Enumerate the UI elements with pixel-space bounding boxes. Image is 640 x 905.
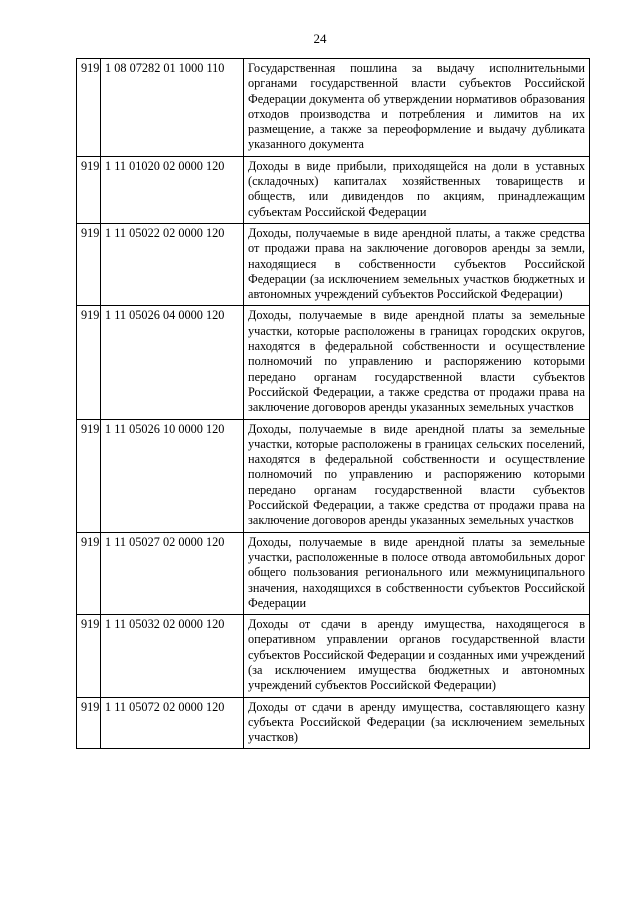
admin-code-cell: 919 [77, 697, 101, 749]
revenue-codes-table [76, 58, 590, 749]
budget-code-cell: 1 11 05032 02 0000 120 [101, 615, 244, 697]
budget-code-cell: 1 11 05027 02 0000 120 [101, 532, 244, 614]
table-row [77, 419, 590, 532]
admin-code-cell: 919 [77, 419, 101, 532]
budget-code-cell: 1 11 05026 04 0000 120 [101, 306, 244, 419]
description-cell: Доходы, получаемые в виде арендной платы за земельные участки, которые расположены в границах сельских поселений, находятся в федеральной собственности и осуществление полномочий по управлению и распоряжению которыми передано органам государственной власти субъектов Российской Федерации, а также средства от продажи права на заключение договоров аренды указанных земельных участков [244, 419, 590, 532]
description-cell: Доходы, получаемые в виде арендной платы за земельные участки, расположенные в полосе отвода автомобильных дорог общего пользования регионального или межмуниципального значения, находящихся в собственности субъектов Российской Федерации [244, 532, 590, 614]
page-number: 24 [313, 31, 327, 46]
budget-code-cell: 1 11 05026 10 0000 120 [101, 419, 244, 532]
table-row [77, 306, 590, 419]
budget-code-cell: 1 11 05072 02 0000 120 [101, 697, 244, 749]
description-cell: Государственная пошлина за выдачу исполнительными органами государственной власти субъектов Российской Федерации документа об утверждении нормативов образования отходов производства и потребления и лимитов на их размещение, а также за переоформление и выдачу дубликата указанного документа [244, 59, 590, 157]
description-cell: Доходы от сдачи в аренду имущества, находящегося в оперативном управлении органов государственной власти субъектов Российской Федерации и созданных ими учреждений (за исключением имущества бюджетных и автономных учреждений субъектов Российской Федерации) [244, 615, 590, 697]
table-row [77, 59, 590, 157]
table-row [77, 223, 590, 305]
admin-code-cell: 919 [77, 156, 101, 223]
table-row [77, 615, 590, 697]
budget-code-cell: 1 08 07282 01 1000 110 [101, 59, 244, 157]
admin-code-cell: 919 [77, 306, 101, 419]
table-row [77, 532, 590, 614]
table-row [77, 156, 590, 223]
admin-code-cell: 919 [77, 223, 101, 305]
admin-code-cell: 919 [77, 615, 101, 697]
budget-code-cell: 1 11 05022 02 0000 120 [101, 223, 244, 305]
budget-code-cell: 1 11 01020 02 0000 120 [101, 156, 244, 223]
description-cell: Доходы от сдачи в аренду имущества, составляющего казну субъекта Российской Федерации (за исключением земельных участков) [244, 697, 590, 749]
table-row [77, 697, 590, 749]
description-cell: Доходы в виде прибыли, приходящейся на доли в уставных (складочных) капиталах хозяйственных товариществ и обществ, или дивидендов по акциям, принадлежащим субъектам Российской Федерации [244, 156, 590, 223]
description-cell: Доходы, получаемые в виде арендной платы, а также средства от продажи права на заключение договоров аренды за земли, находящиеся в собственности субъектов Российской Федерации (за исключением земельных участков бюджетных и автономных учреждений субъектов Российской Федерации) [244, 223, 590, 305]
admin-code-cell: 919 [77, 59, 101, 157]
admin-code-cell: 919 [77, 532, 101, 614]
description-cell: Доходы, получаемые в виде арендной платы за земельные участки, которые расположены в границах городских округов, находятся в федеральной собственности и осуществление полномочий по управлению и распоряжению которыми передано органам государственной власти субъектов Российской Федерации, а также средства от продажи права на заключение договоров аренды указанных земельных участков [244, 306, 590, 419]
